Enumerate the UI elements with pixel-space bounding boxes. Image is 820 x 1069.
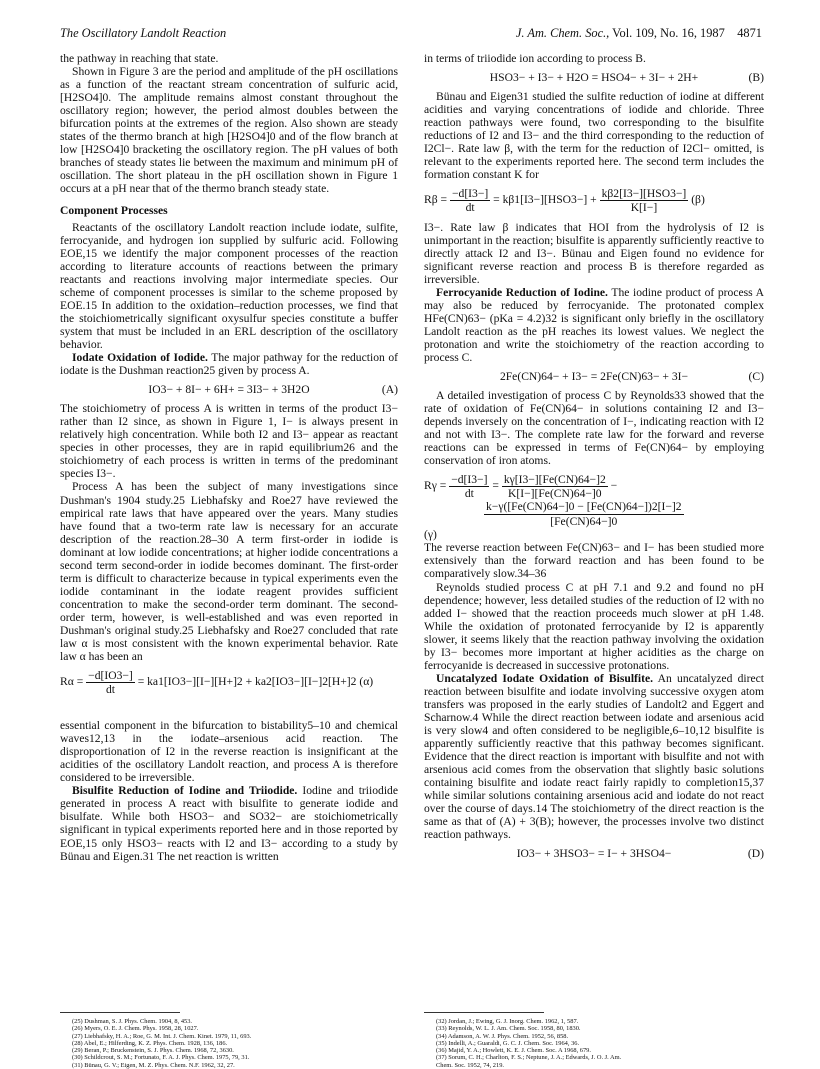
running-title: The Oscillatory Landolt Reaction xyxy=(60,26,227,40)
paragraph-text: The iodine product of process A may also be reduced by ferrocyanide. The protonated complex HFe(CN)63− (pKa = 4.2)32 is significant only briefly in the oscillatory Landolt reaction as the pH reaches its lowest values. We neglect the protonation and write the stoichiometry of the reaction according to process C. xyxy=(424,285,764,364)
fraction-denominator: dt xyxy=(465,201,475,215)
paragraph-text: Iodine and triiodide generated in process A react with bisulfite to generate iodide and bisulfate. While both HSO3− and SO32− are stoichiometrically significant in typical experiments reported here and in those reported by EOE,15 only HSO3− reacts with I2 and I3− according to a study by Bünau and Eigen.31 The net reaction is written xyxy=(60,784,398,863)
journal-citation xyxy=(516,26,762,41)
reference: (34) Adamson, A. W. J. Phys. Chem. 1952, 56, 858. xyxy=(436,1032,569,1040)
journal-name: J. Am. Chem. Soc., xyxy=(515,26,610,40)
fraction-denominator: [Fe(CN)64−]0 xyxy=(550,514,618,528)
equation-tag: (D) xyxy=(747,847,764,861)
paragraph-text: The major pathway for the reduction of iodate is the Dushman reaction25 given by process A. xyxy=(60,351,398,378)
footnote-rule xyxy=(60,1012,180,1013)
page-header xyxy=(60,26,762,42)
volume-info: Vol. 109, No. 16, 1987 xyxy=(612,26,725,40)
paragraph: the pathway in reaching that state. xyxy=(60,52,219,65)
fraction xyxy=(484,500,684,527)
left-column xyxy=(60,52,398,863)
reference: Chem. Soc. 1952, 74, 219. xyxy=(436,1061,504,1069)
section-heading: Component Processes xyxy=(60,203,168,217)
footnote-rule xyxy=(424,1012,544,1013)
paragraph: Reactants of the oscillatory Landolt reaction include iodate, sulfite, ferrocyanide, and hydrogen ion supplied by sulfuric acid. Following EOE,15 we identify the major component processes of the reaction according to literature accounts of reactions between the primary reactants and reactions involving major intermediate species. Our scheme of component processes is similar to the scheme proposed by EOE.15 In addition to the oxidation–reduction processes, we find that the stoichiometrically significant oxysulfur species constitute a buffer system that must be included in an ERL description of the oscillatory behavior. xyxy=(60,220,398,351)
equation-D xyxy=(424,847,764,860)
reference: (35) Indelli, A.; Guaraldi, G. C. J. Chem. Soc. 1964, 36. xyxy=(436,1039,580,1047)
fraction-numerator: kγ[I3−][Fe(CN)64−]2 xyxy=(503,473,606,487)
reference: (28) Abel, E.; Hilferding, K. Z. Phys. Chem. 1928, 136, 186. xyxy=(72,1039,228,1047)
equation-lhs: Rγ = xyxy=(424,479,447,493)
fraction xyxy=(600,187,689,214)
equation-tag: (β) xyxy=(691,193,705,207)
equation-tag: (γ) xyxy=(424,527,437,541)
runin-heading: Uncatalyzed Iodate Oxidation of Bisulfite. xyxy=(436,671,654,685)
references-right xyxy=(436,1018,621,1069)
paragraph: Reynolds studied process C at pH 7.1 and 9.2 and found no pH dependence; however, less detailed studies of the reduction of I2 with no added I− showed that the reaction proceeds much slower at pH 1.48. While the oxidation of protonated ferrocyanide by I2 is apparently slower, it seems likely that the reaction pathway involving the oxidation by I3− becomes more important at higher acidities as the charge on ferrocyanide is decreased in successive protonations. xyxy=(424,580,764,672)
equation-lhs: Rα = xyxy=(60,675,84,689)
paragraph: Bünau and Eigen31 studied the sulfite reduction of iodine at different acidities and varying concentrations of iodide and chloride. Three reaction pathways were found, two corresponding to the bisulfite reductions of I2 and I3− and the third corresponding to the reduction of I2Cl−. Rate law β, with the term for the reduction of I2Cl− omitted, is relevant to the experiments reported here. The second term includes the formation constant K for xyxy=(424,90,764,182)
fraction-numerator: −d[IO3−] xyxy=(88,669,133,683)
fraction xyxy=(86,669,135,696)
paragraph xyxy=(60,351,398,377)
minus-sign: − xyxy=(610,479,618,493)
equation-rhs: = ka1[IO3−][I−][H+]2 + ka2[IO3−][I−]2[H+]2 xyxy=(137,675,357,689)
paragraph: Process A has been the subject of many investigations since Dushman's 1904 study.25 Liebhafsky and Roe27 have reviewed the empirical rate laws that have appeared over the years. Many studies have found that a two-term rate law is necessary for an accurate description of the reaction.28–30 A term first-order in iodide is dominant at low iodide concentrations; at higher iodide concentrations a second term second-order in iodide becomes dominant. The first-order term is difficult to characterize because in typical experiments even the iodide contaminant in the iodate reagent provides sufficient concentration to make the second-order term dominant. The second-order term, however, is well-established and was even reported in Dushman's original study.25 Liebhafsky and Roe27 concluded that rate law α is most consistent with the known experimental behavior. Rate law α has been an xyxy=(60,480,398,664)
fraction-numerator: kβ2[I3−][HSO3−] xyxy=(601,187,687,201)
reference: (31) Bünau, G. V.; Eigen, M. Z. Phys. Chem. N.F. 1962, 32, 27. xyxy=(72,1061,235,1069)
equation-alpha xyxy=(60,669,398,713)
equals-sign: = xyxy=(492,479,499,493)
equation-text: 2Fe(CN)64− + I3− = 2Fe(CN)63− + 3I− xyxy=(499,370,689,384)
equation-text: IO3− + 8I− + 6H+ = 3I3− + 3H2O xyxy=(148,383,310,397)
runin-heading: Bisulfite Reduction of Iodine and Triiodide. xyxy=(72,784,298,798)
runin-heading: Ferrocyanide Reduction of Iodine. xyxy=(436,285,608,299)
reference: (30) Schildcrout, S. M.; Fortunato, F. A. J. Phys. Chem. 1975, 79, 31. xyxy=(72,1054,250,1062)
paragraph: The stoichiometry of process A is written in terms of the product I3− rather than I2 since, as shown in Figure 1, I− is always present in relatively high concentration. While both I2 and I3− appear as reactant species in other processes, they are in rapid equilibrium26 and the stoichiometry of each process is written in terms of the predominant species I3−. xyxy=(60,402,398,481)
right-column xyxy=(424,52,764,866)
equation-tag: (B) xyxy=(748,71,764,85)
equation-tag: (α) xyxy=(359,675,374,689)
equation-tag: (C) xyxy=(748,370,764,384)
equation-gamma-line2 xyxy=(424,500,764,527)
equation-lhs: Rβ = xyxy=(424,193,448,207)
reference: (33) Reynolds, W. L. J. Am. Chem. Soc. 1958, 80, 1830. xyxy=(436,1025,581,1033)
equation-B xyxy=(424,71,764,84)
reference: (36) Majid, Y. A.; Howlett, K. E. J. Chem. Soc. A 1968, 679. xyxy=(436,1047,591,1055)
paragraph xyxy=(424,672,764,842)
fraction-numerator: k−γ([Fe(CN)64−]0 − [Fe(CN)64−])2[I−]2 xyxy=(486,500,682,514)
fraction xyxy=(502,473,608,500)
equation-text: IO3− + 3HSO3− = I− + 3HSO4− xyxy=(516,847,672,861)
paragraph xyxy=(424,286,764,364)
runin-heading: Iodate Oxidation of Iodide. xyxy=(72,351,208,365)
reference: (25) Dushman, S. J. Phys. Chem. 1904, 8, 453. xyxy=(72,1018,193,1025)
reference: (26) Myers, O. E. J. Chem. Phys. 1958, 28, 1027. xyxy=(72,1025,199,1033)
paragraph: essential component in the bifurcation to bistability5–10 and chemical waves12,13 in the iodate–arsenious acid reaction. The disproportionation of I2 in the reverse reaction is insignificant at the acidities of the oscillatory Landolt reaction, and process A is therefore considered to be irreversible. xyxy=(60,719,398,785)
fraction xyxy=(449,473,489,500)
fraction-denominator: dt xyxy=(105,683,115,697)
paragraph: A detailed investigation of process C by Reynolds33 showed that the rate of oxidation of Fe(CN)64− in solutions containing I2 and I3− depends inversely on the concentration of I−, indicating reaction with I2 and not with I3−. The complete rate law for the forward and reverse reactions can be expressed in terms of Fe(CN)64− by employing conservation of iron atoms. xyxy=(424,389,764,468)
paragraph: The reverse reaction between Fe(CN)63− and I− has been studied more extensively than the forward reaction and has been found to be comparatively slow.34–36 xyxy=(424,541,764,581)
fraction xyxy=(450,187,490,214)
reference: (29) Beran, P.; Bruckenstein, S. J. Phys. Chem. 1968, 72, 3630. xyxy=(72,1047,234,1055)
equation-gamma-line1 xyxy=(424,473,764,500)
equation-beta xyxy=(424,187,764,214)
paragraph: in terms of triiodide ion according to process B. xyxy=(424,52,646,65)
fraction-denominator: K[I−][Fe(CN)64−]0 xyxy=(508,487,602,501)
equation-gamma xyxy=(424,473,764,541)
fraction-denominator: dt xyxy=(464,487,474,501)
paragraph-text: An uncatalyzed direct reaction between bisulfite and iodate involving successive oxygen atom transfers was proposed in the early studies of Landolt2 and Eggert and Scharnow.4 While the direct reaction between iodate and arsenious acid is very slow4 and often considered to be negligible,6–10,12 bisulfite is apparently sufficiently reactive that this pathway becomes significant. Evidence that the direct reaction is important with bisulfite and not with arsenious acid comes from the observation that slightly basic solutions containing bisulfite and iodate react fairly rapidly to completion15,37 while similar solutions containing arsenious acid and iodate do not react over the course of days.14 The stoichiometry of the direct reaction is the same as that of (A) + 3(B); however, the processes involve two distinct reaction pathways. xyxy=(424,671,764,842)
equation-A xyxy=(60,383,398,396)
paragraph: Shown in Figure 3 are the period and amplitude of the pH oscillations as a function of the reactant stream concentration of sulfuric acid, [H2SO4]0. The amplitude remains almost constant throughout the oscillatory region; however, the period almost doubles between the bifurcation points at the extremes of the region. Also shown are steady states of the thermo branch at high [H2SO4]0 and of the flow branch at low [H2SO4]0 bracketing the oscillatory region. The pH values of both branches of steady states lie between the maximum and minimum pH of oscillation. The short plateau in the pH oscillation shown in Figure 1 occurs at a pH near that of the thermo branch steady state. xyxy=(60,65,398,196)
fraction-numerator: −d[I3−] xyxy=(451,473,488,487)
equation-text: HSO3− + I3− + H2O = HSO4− + 3I− + 2H+ xyxy=(489,71,699,85)
reference: (37) Sorum, C. H.; Charlton, F. S.; Neptune, J. A.; Edwards, J. O. J. Am. xyxy=(436,1054,622,1062)
equation-tag: (A) xyxy=(381,383,398,397)
page-number: 4871 xyxy=(737,26,762,40)
fraction-denominator: K[I−] xyxy=(630,201,658,215)
paragraph xyxy=(60,784,398,862)
fraction-numerator: −d[I3−] xyxy=(451,187,489,201)
reference: (32) Jordan, J.; Ewing, G. J. Inorg. Chem. 1962, 1, 587. xyxy=(436,1018,579,1025)
references-left xyxy=(72,1018,251,1069)
paragraph: I3−. Rate law β indicates that HOI from the hydrolysis of I2 is unimportant in the reaction; bisulfite is apparently sufficiently reactive to directly attack I2 and I3−. Bünau and Eigen found no evidence for significant reverse reaction and process B is therefore regarded as irreversible. xyxy=(424,220,764,286)
equation-middle: = kβ1[I3−][HSO3−] + xyxy=(493,193,597,207)
equation-C xyxy=(424,370,764,383)
reference: (27) Liebhafsky, H. A.; Roe, G. M. Int. J. Chem. Kinet. 1979, 11, 693. xyxy=(72,1032,252,1040)
